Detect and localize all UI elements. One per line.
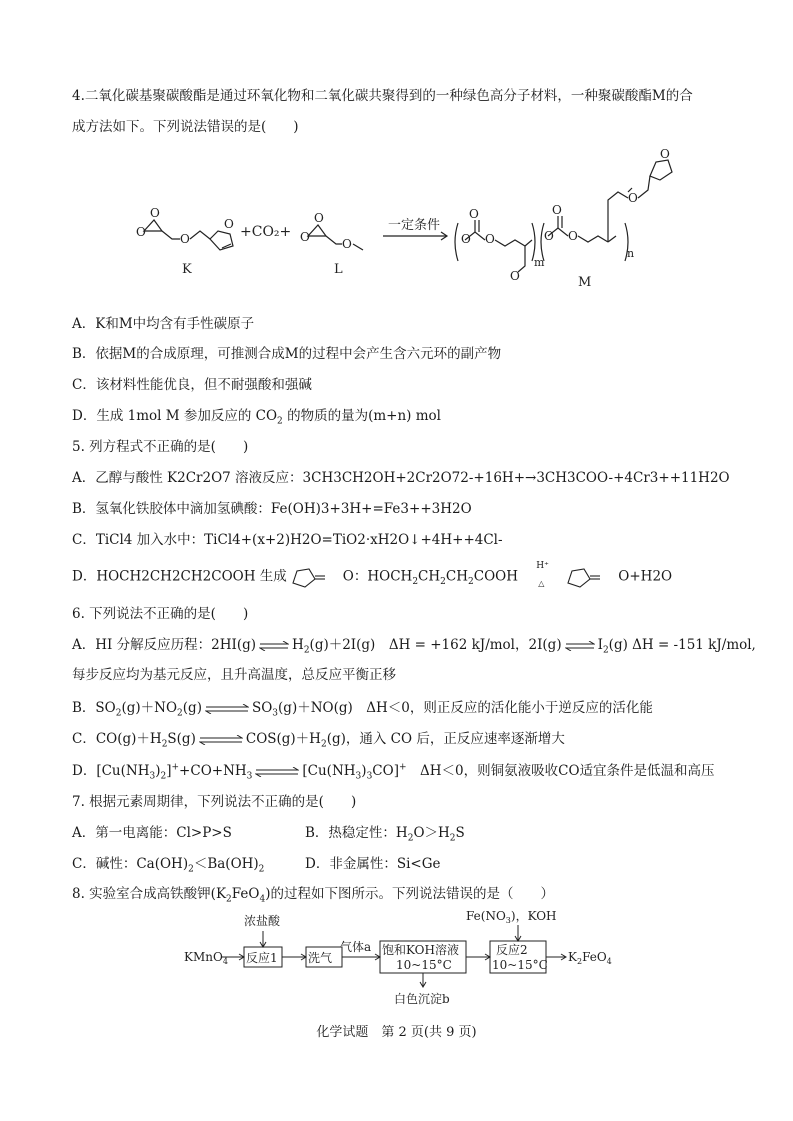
equilibrium-arrow-icon	[205, 704, 249, 714]
equilibrium-arrow-icon	[255, 767, 299, 777]
q6-a-sub-1: 2	[303, 645, 310, 656]
q6-b-text-3: (g)	[182, 700, 202, 716]
m-bracket-left	[455, 223, 458, 261]
flow-kmno4: KMnO$_4$	[184, 950, 228, 966]
svg-text:O: O	[485, 232, 495, 246]
svg-text:O: O	[342, 237, 352, 251]
q8-stem	[72, 882, 554, 905]
q6-b-text-5: (g)＋NO(g) ΔH＜0，则正反应的活化能小于逆反应的活化能	[278, 700, 653, 716]
q6-a-text-4: I	[597, 637, 603, 653]
label-l: L	[334, 262, 343, 277]
q6-d-text-2: )	[155, 763, 161, 779]
q6-a-sub-2: 2	[602, 645, 609, 656]
q6-option-d	[72, 759, 715, 782]
q6-option-a	[72, 633, 756, 656]
svg-text:O: O	[300, 230, 310, 244]
q6-c-text-4: (g)，通入 CO 后，正反应速率逐渐增大	[326, 731, 565, 747]
svg-text:O: O	[568, 229, 578, 243]
catalyst-bottom: △	[538, 579, 545, 588]
q6-d-sub-3: 3	[246, 771, 253, 782]
flow-koh-box-1: 饱和KOH溶液	[382, 943, 459, 957]
q7-c-sub-1: 2	[188, 864, 194, 875]
q7-b-text-3: S	[455, 825, 465, 841]
flow-product: $K_2FeO_4$	[568, 950, 612, 966]
q8-stem-sub-1: 2	[226, 894, 232, 905]
q7-option-c	[72, 852, 264, 875]
q6-b-sub-1: 2	[115, 708, 122, 719]
q6-c-text-2: S(g)	[167, 731, 196, 747]
flow-hcl: 浓盐酸	[244, 914, 281, 928]
svg-text:O: O	[469, 207, 479, 221]
q7-c-text-1: C．碱性：Ca(OH)	[72, 856, 189, 872]
q5-option-d-sub-2: 2	[440, 577, 446, 588]
q4-reaction-scheme	[120, 140, 740, 300]
flow-wash: 洗气	[308, 951, 333, 965]
q6-b-text-4: SO	[251, 700, 273, 716]
q6-option-b	[72, 696, 653, 719]
q5-option-d-text-2: ：HOCH	[353, 568, 413, 585]
flow-gas-a: 气体a	[340, 940, 372, 954]
reaction-condition: 一定条件	[388, 218, 441, 233]
q5-option-d-text-5: COOH	[473, 568, 518, 585]
flow-reaction2-1: 反应2	[496, 943, 528, 957]
q6-d-sub-1: 3	[149, 771, 156, 782]
q6-a-text-2: H	[292, 637, 304, 653]
q7-option-a: A．第一电离能：Cl>P>S	[72, 825, 232, 841]
equilibrium-arrow-icon	[199, 735, 243, 745]
svg-text:O: O	[510, 269, 520, 283]
svg-text:O: O	[544, 229, 554, 243]
flow-reaction2-2: 10~15°C	[492, 958, 548, 972]
lactone-structure-icon-2	[562, 563, 618, 591]
q4-option-a: A．K和M中均含有手性碳原子	[72, 316, 255, 332]
q4-option-b: B．依据M的合成原理，可推测合成M的过程中会产生含六元环的副产物	[72, 346, 502, 362]
q7-b-sub-2: 2	[449, 833, 456, 844]
l-epoxide-ring	[308, 225, 326, 236]
q5-option-d-text-1: D．HOCH2CH2CH2COOH 生成	[72, 568, 287, 585]
q4-option-c: C．该材料性能优良，但不耐强酸和强碱	[72, 377, 312, 393]
page-footer: 化学试题 第 2 页(共 9 页)	[316, 1025, 477, 1040]
q6-b-text-2: (g)＋NO	[121, 700, 178, 716]
q6-d-text-3: ]	[166, 763, 172, 779]
q6-b-text-1: B．SO	[72, 700, 116, 716]
q4-option-d-text-1: D．生成 1mol M 参加反应的 CO	[72, 408, 278, 424]
q6-d-sub-2: 2	[160, 771, 167, 782]
q8-stem-sub-2: 4	[259, 894, 266, 905]
label-k: K	[182, 262, 192, 277]
q5-option-d-text-6: +H2O	[629, 568, 673, 585]
q7-option-b	[305, 821, 465, 844]
svg-text:O: O	[136, 225, 146, 239]
k-chain-2	[190, 231, 210, 239]
svg-text:O: O	[224, 217, 234, 231]
q5-option-d-sub-3: 2	[468, 577, 474, 588]
svg-text:O: O	[660, 147, 670, 161]
q6-d-text-5: [Cu(NH	[302, 763, 356, 779]
svg-text:O: O	[150, 206, 160, 220]
q7-b-text-2: O＞H	[413, 825, 450, 841]
subscript-m: m	[534, 256, 545, 269]
q6-d-text-8: ΔH＜0，则铜氨液吸收CO适宜条件是低温和高压	[406, 763, 715, 779]
q5-option-d-text-4: CH	[445, 568, 468, 585]
q5-option-c: C．TiCl4 加入水中：TiCl4+(x+2)H2O=TiO2·xH2O↓+4H++4Cl-	[72, 532, 503, 548]
flow-precipitate-b: 白色沉淀b	[394, 992, 450, 1006]
q5-option-d-o-1: O	[342, 568, 354, 585]
q4-stem-line1: 4.二氧化碳基聚碳酸酯是通过环氧化物和二氧化碳共聚得到的一种绿色高分子材料，一种聚碳酸酯M的合	[72, 88, 693, 104]
k-chain	[162, 231, 180, 239]
q6-b-sub-3: 3	[272, 708, 279, 719]
q6-c-text-3: COS(g)＋H	[245, 731, 321, 747]
q6-a-text-3: (g)＋2I(g) ΔH = +162 kJ/mol，2I(g)	[309, 637, 562, 653]
q7-c-sub-2: 2	[258, 864, 265, 875]
k-epoxide-ring	[144, 220, 162, 231]
q8-stem-text-3: )的过程如下图所示。下列说法错误的是（ ）	[265, 886, 554, 902]
q6-d-text-4: +CO+NH	[179, 763, 247, 779]
q6-c-sub-2: 2	[320, 739, 327, 750]
q4-option-d	[72, 404, 441, 427]
q6-b-sub-2: 2	[177, 708, 183, 719]
flow-koh-box-2: 10~15°C	[396, 958, 452, 972]
q6-d-text-1: D．[Cu(NH	[72, 763, 150, 779]
catalyst-arrow	[522, 563, 562, 591]
q6-c-text-1: C．CO(g)＋H	[72, 731, 162, 747]
q6-a-text-1: A．HI 分解反应历程：2HI(g)	[72, 637, 257, 653]
subscript-n: n	[627, 247, 635, 260]
q7-stem: 7. 根据元素周期律，下列说法不正确的是( )	[72, 794, 357, 810]
q8-stem-text-1: 8. 实验室合成高铁酸钾(K	[72, 886, 227, 902]
q6-d-sub-5: 3	[366, 771, 373, 782]
q8-flow-diagram	[170, 905, 630, 1015]
q6-d-sup-1: +	[171, 762, 180, 773]
flow-reaction1: 反应1	[246, 951, 278, 965]
q4-stem-line2: 成方法如下。下列说法错误的是( )	[72, 119, 299, 135]
q6-stem: 6. 下列说法不正确的是( )	[72, 606, 249, 622]
svg-text:O: O	[314, 211, 324, 225]
label-m: M	[578, 275, 592, 290]
q5-option-d-text-3: CH	[418, 568, 441, 585]
equilibrium-arrow-icon	[565, 641, 595, 651]
q6-c-sub-1: 2	[161, 739, 168, 750]
q5-stem: 5. 列方程式不正确的是( )	[72, 439, 249, 455]
lactone-structure-icon	[287, 563, 343, 591]
q5-option-d	[72, 563, 672, 591]
q5-option-d-sub-1: 2	[412, 577, 419, 588]
q7-c-text-2: ＜Ba(OH)	[193, 856, 259, 872]
q4-option-d-sub: 2	[277, 416, 283, 427]
m-furan-ring	[650, 160, 672, 180]
flow-fe-no3: $Fe(NO_3)$，KOH	[466, 909, 557, 925]
q6-d-sub-4: 3	[355, 771, 362, 782]
q5-option-b: B．氢氧化铁胶体中滴加氢碘酸：Fe(OH)3+3H+=Fe3++3H2O	[72, 501, 472, 517]
q7-b-text-1: B．热稳定性：H	[305, 825, 408, 841]
catalyst-top: H⁺	[536, 561, 549, 571]
equilibrium-arrow-icon	[259, 641, 289, 651]
q7-option-d: D．非金属性：Si<Ge	[305, 856, 441, 872]
plus-co2: +CO₂+	[240, 224, 292, 240]
q6-d-text-7: CO]	[372, 763, 399, 779]
q7-b-sub-1: 2	[407, 833, 414, 844]
k-furan-ring	[210, 231, 233, 250]
q6-option-c	[72, 727, 565, 750]
svg-text:O: O	[461, 232, 471, 246]
q6-d-text-6: )	[361, 763, 367, 779]
q8-stem-text-2: FeO	[231, 886, 260, 902]
svg-text:O: O	[628, 191, 638, 205]
q4-option-d-text-2: 的物质的量为(m+n) mol	[282, 408, 441, 424]
q5-option-a: A．乙醇与酸性 K2Cr2O7 溶液反应：3CH3CH2OH+2Cr2O72-+16H+→3CH3COO-+4Cr3++11H2O	[72, 470, 730, 486]
q6-d-sup-2: +	[398, 762, 407, 773]
svg-text:O: O	[552, 203, 562, 217]
q6-option-a-line2: 每步反应均为基元反应，且升高温度，总反应平衡正移	[72, 667, 396, 683]
q5-option-d-o-2: O	[618, 568, 630, 585]
svg-text:O: O	[180, 232, 190, 246]
q6-a-text-5: (g) ΔH = -151 kJ/mol,	[608, 637, 756, 653]
